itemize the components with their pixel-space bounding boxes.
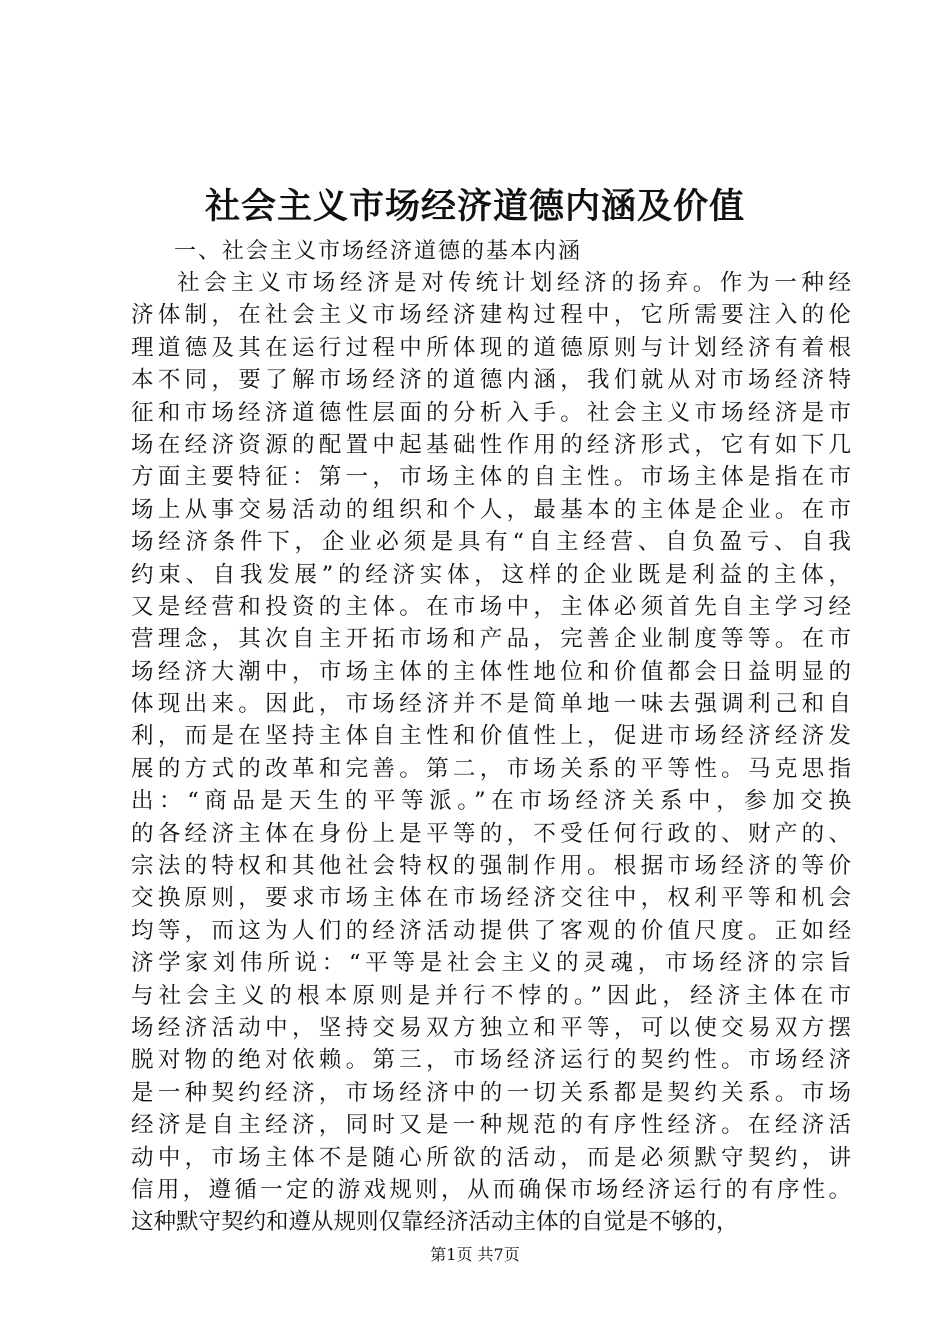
body-line: 交换原则，要求市场主体在市场经济交往中，权利平等和机会 <box>131 885 851 912</box>
body-line: 脱对物的绝对依赖。第三，市场经济运行的契约性。市场经济 <box>131 1047 851 1074</box>
body-line: 场上从事交易活动的组织和个人，最基本的主体是企业。在市 <box>131 496 851 523</box>
body-line: 场经济条件下，企业必须是具有“自主经营、自负盈亏、自我 <box>131 529 851 556</box>
body-line: 营理念，其次自主开拓市场和产品，完善企业制度等等。在市 <box>131 626 851 653</box>
body-line: 场在经济资源的配置中起基础性作用的经济形式，它有如下几 <box>131 431 851 458</box>
body-line: 利，而是在坚持主体自主性和价值性上，促进市场经济经济发 <box>131 723 851 750</box>
body-line: 是一种契约经济，市场经济中的一切关系都是契约关系。市场 <box>131 1079 851 1106</box>
body-line: 动中，市场主体不是随心所欲的活动，而是必须默守契约，讲 <box>131 1144 851 1171</box>
document-title: 社会主义市场经济道德内涵及价值 <box>204 186 745 227</box>
body-line: 理道德及其在运行过程中所体现的道德原则与计划经济有着根 <box>131 334 851 361</box>
body-line: 济学家刘伟所说：“平等是社会主义的灵魂，市场经济的宗旨 <box>131 950 851 977</box>
body-line: 又是经营和投资的主体。在市场中，主体必须首先自主学习经 <box>131 593 851 620</box>
body-line: 社会主义市场经济是对传统计划经济的扬弃。作为一种经 <box>177 270 851 296</box>
body-line: 宗法的特权和其他社会特权的强制作用。根据市场经济的等价 <box>131 853 851 880</box>
body-line: 均等，而这为人们的经济活动提供了客观的价值尺度。正如经 <box>131 917 851 944</box>
body-line: 约束、自我发展”的经济实体，这样的企业既是利益的主体， <box>131 561 851 588</box>
body-line: 体现出来。因此，市场经济并不是简单地一味去强调利己和自 <box>131 691 851 718</box>
body-line: 济体制，在社会主义市场经济建构过程中，它所需要注入的伦 <box>131 302 851 329</box>
body-line: 场经济大潮中，市场主体的主体性地位和价值都会日益明显的 <box>131 658 851 685</box>
body-line: 场经济活动中，坚持交易双方独立和平等，可以使交易双方摆 <box>131 1014 851 1041</box>
section-heading: 一、社会主义市场经济道德的基本内涵 <box>174 239 583 264</box>
body-line: 经济是自主经济，同时又是一种规范的有序性经济。在经济活 <box>131 1112 851 1139</box>
body-line: 的各经济主体在身份上是平等的，不受任何行政的、财产的、 <box>131 820 851 847</box>
page-number-footer: 第1页 共7页 <box>430 1245 520 1264</box>
body-line: 与社会主义的根本原则是并行不悖的。”因此，经济主体在市 <box>131 982 851 1009</box>
body-line: 信用，遵循一定的游戏规则，从而确保市场经济运行的有序性。 <box>131 1176 851 1203</box>
body-line: 方面主要特征：第一，市场主体的自主性。市场主体是指在市 <box>131 464 851 491</box>
body-line: 本不同，要了解市场经济的道德内涵，我们就从对市场经济特 <box>131 367 851 394</box>
body-line: 展的方式的改革和完善。第二，市场关系的平等性。马克思指 <box>131 755 851 782</box>
body-text <box>131 267 851 1239</box>
body-line: 出：“商品是天生的平等派。”在市场经济关系中，参加交换 <box>131 788 851 815</box>
body-line: 这种默守契约和遵从规则仅靠经济活动主体的自觉是不够的， <box>131 1209 739 1236</box>
body-line: 征和市场经济道德性层面的分析入手。社会主义市场经济是市 <box>131 399 851 426</box>
